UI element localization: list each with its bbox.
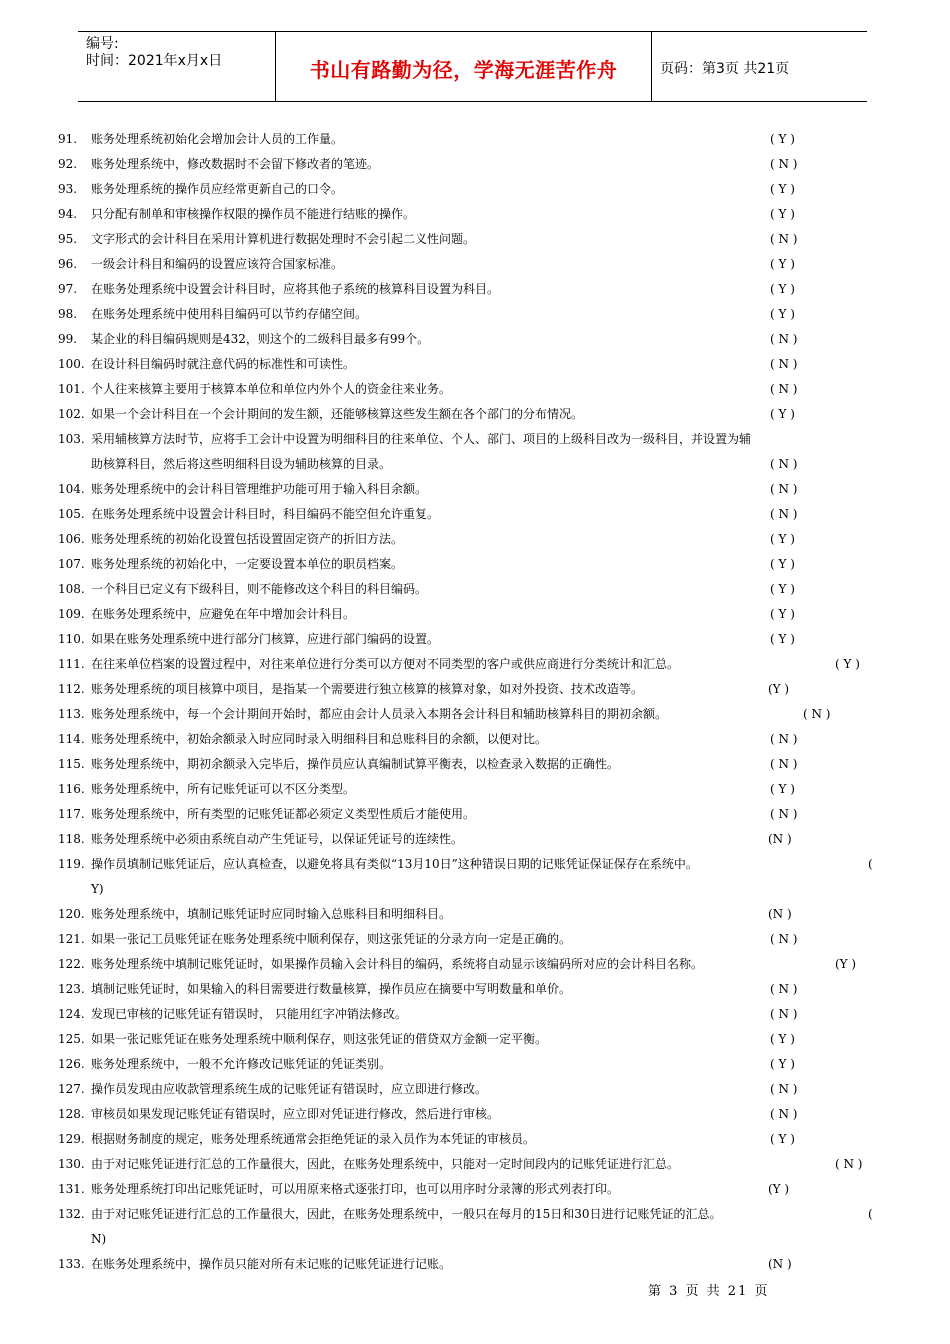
item-answer: ( Y )	[770, 557, 795, 571]
item-number: 104.	[58, 482, 85, 496]
item-answer: ( Y )	[770, 257, 795, 271]
item-number: 107.	[58, 557, 85, 571]
item-number: 111.	[58, 657, 85, 671]
item-text: 账务处理系统的初始化设置包括设置固定资产的折旧方法。	[91, 532, 404, 546]
item-number: 110.	[58, 632, 85, 646]
item-text: 账务处理系统中填制记账凭证时，如果操作员输入会计科目的编码，系统将自动显示该编码所对应的会计科目名称。	[91, 957, 704, 971]
list-item	[0, 677, 950, 702]
header-meta	[86, 36, 276, 70]
item-number: 115.	[58, 757, 85, 771]
item-text: 账务处理系统中，初始余额录入时应同时录入明细科目和总账科目的余额，以便对比。	[91, 732, 548, 746]
page-header	[78, 31, 867, 102]
item-answer: ( Y )	[770, 132, 795, 146]
list-item	[0, 1127, 950, 1152]
code-label: 编号:	[86, 36, 119, 52]
item-answer: ( Y )	[770, 607, 795, 621]
item-text: 发现已审核的记账凭证有错误时， 只能用红字冲销法修改。	[91, 1007, 407, 1021]
item-text: 如果在账务处理系统中进行部分门核算，应进行部门编码的设置。	[91, 632, 440, 646]
item-number: 123.	[58, 982, 85, 996]
item-number: 103.	[58, 432, 85, 446]
item-number: 130.	[58, 1157, 85, 1171]
item-text: 在设计科目编码时就注意代码的标准性和可读性。	[91, 357, 356, 371]
item-answer: (N )	[768, 1257, 792, 1271]
item-text: 账务处理系统中，修改数据时不会留下修改者的笔迹。	[91, 157, 380, 171]
item-text: 采用辅核算方法时节，应将手工会计中设置为明细科目的往来单位、个人、部门、项目的上级科目改为一级科目，并设置为辅	[91, 432, 752, 446]
header-motto: 书山有路勤为径，学海无涯苦作舟	[309, 58, 618, 82]
item-text: 文字形式的会计科目在采用计算机进行数据处理时不会引起二义性问题。	[91, 232, 476, 246]
item-answer: ( Y )	[770, 307, 795, 321]
item-number: 113.	[58, 707, 85, 721]
list-item	[0, 377, 950, 402]
page-footer: 第 3 页 共 21 页	[648, 1284, 770, 1299]
item-number: 117.	[58, 807, 85, 821]
list-item	[0, 577, 950, 602]
list-item	[0, 202, 950, 227]
item-number: 116.	[58, 782, 85, 796]
item-text: 在账务处理系统中使用科目编码可以节约存储空间。	[91, 307, 368, 321]
item-text: 账务处理系统中必须由系统自动产生凭证号，以保证凭证号的连续性。	[91, 832, 464, 846]
item-answer: ( Y )	[770, 582, 795, 596]
item-answer: ( N )	[770, 1082, 798, 1096]
list-item	[0, 1152, 950, 1177]
item-number: 94.	[58, 207, 78, 221]
item-number: 97.	[58, 282, 78, 296]
item-number: 108.	[58, 582, 85, 596]
item-answer: ( Y )	[770, 532, 795, 546]
list-item	[0, 277, 950, 302]
list-item	[0, 477, 950, 502]
item-number: 131.	[58, 1182, 85, 1196]
list-item	[0, 1027, 950, 1052]
list-item	[0, 502, 950, 527]
list-item	[0, 902, 950, 927]
list-item	[0, 177, 950, 202]
list-item	[0, 777, 950, 802]
item-answer: ( N )	[770, 457, 798, 471]
item-number: 112.	[58, 682, 85, 696]
item-text: 在账务处理系统中，应避免在年中增加会计科目。	[91, 607, 356, 621]
list-item	[0, 302, 950, 327]
item-answer: ( N )	[770, 232, 798, 246]
item-number: 132.	[58, 1207, 85, 1221]
item-answer: (	[868, 857, 873, 871]
item-answer: ( N )	[770, 507, 798, 521]
list-item	[0, 252, 950, 277]
item-number: 133.	[58, 1257, 85, 1271]
item-answer: ( N )	[770, 1007, 798, 1021]
list-item	[0, 752, 950, 777]
item-number: 96.	[58, 257, 78, 271]
item-number: 93.	[58, 182, 78, 196]
item-text: 账务处理系统的操作员应经常更新自己的口令。	[91, 182, 344, 196]
list-item	[0, 1052, 950, 1077]
item-number: 114.	[58, 732, 85, 746]
item-answer: ( Y )	[770, 207, 795, 221]
item-answer: ( N )	[835, 1157, 863, 1171]
item-number: 125.	[58, 1032, 85, 1046]
item-text: 由于对记账凭证进行汇总的工作量很大，因此，在账务处理系统中，只能对一定时间段内的记账凭证进行汇总。	[91, 1157, 680, 1171]
item-number: 127.	[58, 1082, 85, 1096]
list-item	[0, 1202, 950, 1252]
item-answer: (Y )	[768, 1182, 790, 1196]
item-number: 99.	[58, 332, 78, 346]
item-text: 如果一张记账凭证在账务处理系统中顺利保存，则这张凭证的借贷双方金额一定平衡。	[91, 1032, 548, 1046]
item-answer: ( Y )	[770, 282, 795, 296]
item-answer: ( N )	[770, 807, 798, 821]
item-answer: ( Y )	[835, 657, 860, 671]
item-text: 在账务处理系统中设置会计科目时，应将其他子系统的核算科目设置为科目。	[91, 282, 500, 296]
item-text: 账务处理系统的项目核算中项目，是指某一个需要进行独立核算的核算对象，如对外投资、技术改造等。	[91, 682, 644, 696]
item-number: 128.	[58, 1107, 85, 1121]
list-item	[0, 977, 950, 1002]
list-item	[0, 1177, 950, 1202]
item-answer: ( N )	[770, 482, 798, 496]
list-item	[0, 952, 950, 977]
item-text: 操作员发现由应收款管理系统生成的记账凭证有错误时，应立即进行修改。	[91, 1082, 488, 1096]
item-text: 账务处理系统中，期初余额录入完毕后，操作员应认真编制试算平衡表，以检查录入数据的正确性。	[91, 757, 620, 771]
item-text: 某企业的科目编码规则是432，则这个的二级科目最多有99个。	[91, 332, 430, 346]
item-number: 109.	[58, 607, 85, 621]
item-answer: ( N )	[770, 757, 798, 771]
item-answer: (N )	[768, 832, 792, 846]
item-number: 129.	[58, 1132, 85, 1146]
list-item	[0, 727, 950, 752]
header-divider	[651, 32, 652, 101]
list-item	[0, 527, 950, 552]
item-text: 一个科目已定义有下级科目，则不能修改这个科目的科目编码。	[91, 582, 428, 596]
item-text: 个人往来核算主要用于核算本单位和单位内外个人的资金往来业务。	[91, 382, 452, 396]
item-text: 如果一张记工员账凭证在账务处理系统中顺利保存，则这张凭证的分录方向一定是正确的。	[91, 932, 572, 946]
list-item	[0, 702, 950, 727]
item-answer: ( Y )	[770, 1032, 795, 1046]
item-text: 在账务处理系统中，操作员只能对所有未记账的记账凭证进行记账。	[91, 1257, 452, 1271]
item-number: 95.	[58, 232, 78, 246]
item-answer: ( N )	[770, 932, 798, 946]
list-item	[0, 627, 950, 652]
list-item	[0, 552, 950, 577]
item-number: 121.	[58, 932, 85, 946]
item-text: 账务处理系统初始化会增加会计人员的工作量。	[91, 132, 344, 146]
list-item	[0, 402, 950, 427]
item-text: 账务处理系统中，每一个会计期间开始时，都应由会计人员录入本期各会计科目和辅助核算科目的期初余额。	[91, 707, 668, 721]
list-item	[0, 427, 950, 477]
item-answer: ( Y )	[770, 182, 795, 196]
list-item	[0, 1252, 950, 1277]
item-text-continued: Y)	[91, 882, 104, 896]
item-text: 只分配有制单和审核操作权限的操作员不能进行结账的操作。	[91, 207, 416, 221]
list-item	[0, 652, 950, 677]
item-answer: (N )	[768, 907, 792, 921]
item-answer: ( Y )	[770, 1057, 795, 1071]
item-number: 120.	[58, 907, 85, 921]
item-answer: ( N )	[770, 357, 798, 371]
item-answer: (Y )	[835, 957, 857, 971]
list-item	[0, 827, 950, 852]
item-answer: ( Y )	[770, 632, 795, 646]
item-number: 92.	[58, 157, 78, 171]
item-text: 根据财务制度的规定，账务处理系统通常会拒绝凭证的录入员作为本凭证的审核员。	[91, 1132, 536, 1146]
item-number: 119.	[58, 857, 85, 871]
item-number: 100.	[58, 357, 85, 371]
item-answer: ( Y )	[770, 1132, 795, 1146]
item-text: 账务处理系统中，所有类型的记账凭证都必须定义类型性质后才能使用。	[91, 807, 476, 821]
item-text: 账务处理系统中，填制记账凭证时应同时输入总账科目和明细科目。	[91, 907, 452, 921]
item-text: 在往来单位档案的设置过程中，对往来单位进行分类可以方便对不同类型的客户或供应商进行分类统计和汇总。	[91, 657, 680, 671]
list-item	[0, 1102, 950, 1127]
item-text: 如果一个会计科目在一个会计期间的发生额，还能够核算这些发生额在各个部门的分布情况。	[91, 407, 584, 421]
item-number: 98.	[58, 307, 78, 321]
item-answer: ( N )	[770, 982, 798, 996]
item-number: 101.	[58, 382, 85, 396]
item-number: 102.	[58, 407, 85, 421]
list-item	[0, 327, 950, 352]
list-item	[0, 852, 950, 902]
list-item	[0, 1077, 950, 1102]
item-text: 在账务处理系统中设置会计科目时，科目编码不能空但允许重复。	[91, 507, 440, 521]
question-list	[0, 127, 950, 1277]
item-number: 105.	[58, 507, 85, 521]
item-text: 账务处理系统的初始化中，一定要设置本单位的职员档案。	[91, 557, 404, 571]
list-item	[0, 802, 950, 827]
list-item	[0, 927, 950, 952]
time-label: 时间：2021年x月x日	[86, 53, 223, 69]
item-text: 账务处理系统打印出记账凭证时，可以用原来格式逐张打印，也可以用序时分录簿的形式列表打印。	[91, 1182, 620, 1196]
item-text: 一级会计科目和编码的设置应该符合国家标准。	[91, 257, 344, 271]
list-item	[0, 127, 950, 152]
item-text: 填制记账凭证时，如果输入的科目需要进行数量核算，操作员应在摘要中写明数量和单价。	[91, 982, 572, 996]
item-text-continued: 助核算科目，然后将这些明细科目设为辅助核算的目录。	[91, 457, 392, 471]
item-text: 审核员如果发现记账凭证有错误时，应立即对凭证进行修改，然后进行审核。	[91, 1107, 500, 1121]
item-text: 由于对记账凭证进行汇总的工作量很大，因此，在账务处理系统中，一般只在每月的15日和30日进行记账凭证的汇总。	[91, 1207, 722, 1221]
item-text: 账务处理系统中，所有记账凭证可以不区分类型。	[91, 782, 356, 796]
item-answer: (	[868, 1207, 873, 1221]
item-text: 账务处理系统中的会计科目管理维护功能可用于输入科目余额。	[91, 482, 428, 496]
list-item	[0, 602, 950, 627]
item-number: 126.	[58, 1057, 85, 1071]
item-answer: (Y )	[768, 682, 790, 696]
item-answer: ( N )	[770, 732, 798, 746]
list-item	[0, 1002, 950, 1027]
item-text: 账务处理系统中，一般不允许修改记账凭证的凭证类别。	[91, 1057, 392, 1071]
item-answer: ( Y )	[770, 407, 795, 421]
item-answer: ( N )	[770, 332, 798, 346]
item-answer: ( N )	[803, 707, 831, 721]
item-text-continued: N)	[91, 1232, 107, 1246]
item-answer: ( N )	[770, 382, 798, 396]
item-answer: ( N )	[770, 157, 798, 171]
item-number: 124.	[58, 1007, 85, 1021]
list-item	[0, 352, 950, 377]
item-number: 122.	[58, 957, 85, 971]
item-number: 91.	[58, 132, 78, 146]
header-page-number: 页码：第3页 共21页	[660, 61, 790, 77]
item-answer: ( N )	[770, 1107, 798, 1121]
item-answer: ( Y )	[770, 782, 795, 796]
item-text: 操作员填制记账凭证后，应认真检查，以避免将具有类似“13月10日”这种错误日期的记账凭证保证保存在系统中。	[91, 857, 698, 871]
item-number: 118.	[58, 832, 85, 846]
item-number: 106.	[58, 532, 85, 546]
list-item	[0, 152, 950, 177]
list-item	[0, 227, 950, 252]
